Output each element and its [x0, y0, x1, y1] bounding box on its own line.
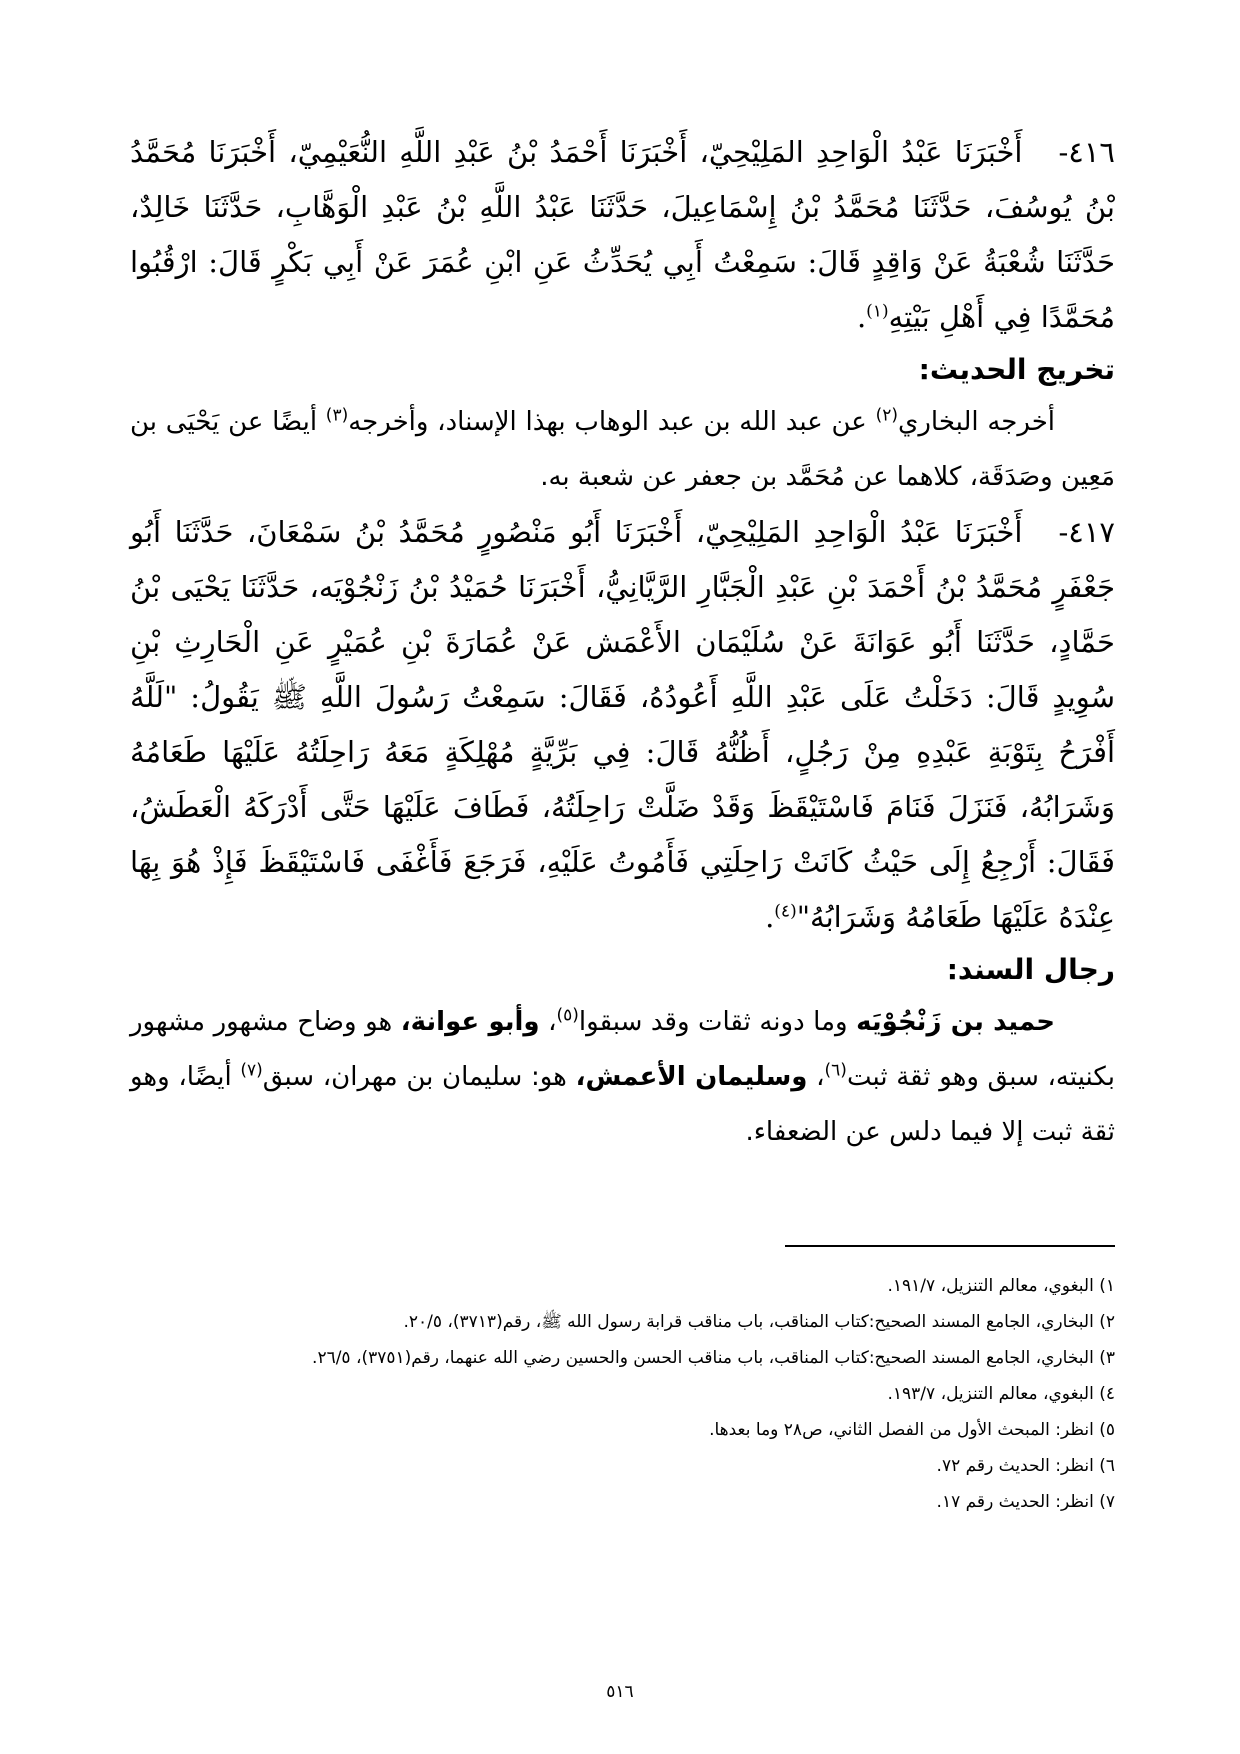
footnote-ref: (٣)	[325, 405, 349, 426]
rijal-text: ،	[807, 1062, 825, 1092]
footnote-1: ١) البغوي، معالم التنزيل، ١٩١/٧.	[887, 1276, 1115, 1296]
narrator-name: حميد بن زَنْجُوْيَه	[856, 1007, 1055, 1037]
takhrij-text-3: أيضًا عن يَحْيَى بن مَعِين وصَدَقَة، كلاهما عن مُحَمَّد بن جعفر عن شعبة به.	[130, 407, 1115, 492]
footnote-ref: (٢)	[875, 405, 898, 426]
page-number: ٥١٦	[606, 1682, 634, 1702]
footnote-6: ٦) انظر: الحديث رقم ٧٢.	[936, 1456, 1115, 1476]
footnote-ref: (٦)	[824, 1060, 847, 1081]
footnote-4: ٤) البغوي، معالم التنزيل، ١٩٣/٧.	[887, 1384, 1115, 1404]
takhrij-paragraph	[130, 395, 1115, 505]
footnote-ref: (٥)	[556, 1005, 579, 1026]
hadith-end: .	[765, 900, 775, 934]
takhrij-text-1: أخرجه البخاري	[897, 407, 1055, 437]
footnote-3: ٣) البخاري، الجامع المسند الصحيح:كتاب المناقب، باب مناقب الحسن والحسين رضي الله عنهما، رقم(٣٧٥١)، ٢٦/٥.	[312, 1348, 1115, 1368]
footnote-5: ٥) انظر: المبحث الأول من الفصل الثاني، ص٢٨ وما بعدها.	[709, 1420, 1115, 1440]
footnote-ref: (٤)	[774, 901, 797, 922]
hadith-text: أَخْبَرَنَا عَبْدُ الْوَاحِدِ المَلِيْحِيّ، أَخْبَرَنَا أَحْمَدُ بْنُ عَبْدِ اللَّهِ النُّعَيْمِيّ، أَخْبَرَنَا مُحَمَّدُ بْنُ يُوسُفَ، حَدَّثَنَا مُحَمَّدُ بْنُ إِسْمَاعِيلَ، حَدَّثَنَا عَبْدُ اللَّهِ بْنُ عَبْدِ الْوَهَّابِ، حَدَّثَنَا خَالِدٌ، حَدَّثَنَا شُعْبَةُ عَنْ وَاقِدٍ قَالَ: سَمِعْتُ أَبِي يُحَدِّثُ عَنِ ابْنِ عُمَرَ عَنْ أَبِي بَكْرٍ قَالَ: ارْقُبُوا مُحَمَّدًا فِي أَهْلِ بَيْتِهِ	[130, 135, 1115, 334]
main-text	[130, 125, 1115, 1160]
rijal-text: ،	[539, 1007, 557, 1037]
narrator-name: وسليمان الأعمش،	[575, 1062, 808, 1092]
rijal-text: هو: سليمان بن مهران، سبق	[262, 1062, 576, 1092]
rijal-text: وما دونه ثقات وقد سبقوا	[578, 1007, 857, 1037]
hadith-text: أَخْبَرَنَا عَبْدُ الْوَاحِدِ المَلِيْحِيّ، أَخْبَرَنَا أَبُو مَنْصُورٍ مُحَمَّدُ بْنُ سَمْعَانَ، حَدَّثَنَا أَبُو جَعْفَرٍ مُحَمَّدُ بْنُ أَحْمَدَ بْنِ عَبْدِ الْجَبَّارِ الرَّيَّانِيُّ، أَخْبَرَنَا حُمَيْدُ بْنُ زَنْجُوْيَه، حَدَّثَنَا يَحْيَى بْنُ حَمَّادٍ، حَدَّثَنَا أَبُو عَوَانَةَ عَنْ سُلَيْمَان الأَعْمَش عَنْ عُمَارَةَ بْنِ عُمَيْرٍ عَنِ الْحَارِثِ بْنِ سُوِيدٍ قَالَ: دَخَلْتُ عَلَى عَبْدِ اللَّهِ أَعُودُهُ، فَقَالَ: سَمِعْتُ رَسُولَ اللَّهِ ﷺ يَقُولُ: "لَلَّهُ أَفْرَحُ بِتَوْبَةِ عَبْدِهِ مِنْ رَجُلٍ، أَظُنُّهُ قَالَ: فِي بَرِّيَّةٍ مُهْلِكَةٍ مَعَهُ رَاحِلَتُهُ عَلَيْهَا طَعَامُهُ وَشَرَابُهُ، فَنَزَلَ فَنَامَ فَاسْتَيْقَظَ وَقَدْ ضَلَّتْ رَاحِلَتُهُ، فَطَافَ عَلَيْهَا حَتَّى أَدْرَكَهُ الْعَطَشُ، فَقَالَ: أَرْجِعُ إِلَى حَيْثُ كَانَتْ رَاحِلَتِي فَأَمُوتُ عَلَيْهِ، فَرَجَعَ فَأَغْفَى فَاسْتَيْقَظَ فَإِذْ هُوَ بِهَا عِنْدَهُ عَلَيْهَا طَعَامُهُ وَشَرَابُهُ"	[130, 515, 1115, 934]
footnotes	[130, 1268, 1115, 1520]
hadith-end: .	[856, 300, 867, 334]
footnote-ref: (٧)	[240, 1060, 263, 1081]
footnote-separator	[785, 1245, 1115, 1247]
section-heading-rijal: رجال السند:	[946, 953, 1115, 986]
narrator-name: وأبو عوانة،	[400, 1007, 540, 1037]
rijal-paragraph	[130, 995, 1115, 1160]
rijal-text: هو وضاح مشهور مشهور بكنيته، سبق وهو ثقة ثبت	[130, 1007, 1115, 1092]
hadith-417	[130, 505, 1115, 945]
hadith-416	[130, 125, 1115, 345]
section-heading-takhrij: تخريج الحديث:	[918, 353, 1115, 386]
footnote-2: ٢) البخاري، الجامع المسند الصحيح:كتاب المناقب، باب مناقب قرابة رسول الله ﷺ، رقم(٣٧١٣)، ٢٠/٥.	[403, 1312, 1115, 1332]
hadith-number: ٤١٦-	[1058, 135, 1115, 169]
footnote-7: ٧) انظر: الحديث رقم ١٧.	[936, 1492, 1115, 1512]
hadith-number: ٤١٧-	[1058, 515, 1115, 549]
takhrij-text-2: عن عبد الله بن عبد الوهاب بهذا الإسناد، وأخرجه	[348, 407, 876, 437]
footnote-ref: (١)	[866, 301, 889, 322]
rijal-text: أيضًا، وهو ثقة ثبت إلا فيما دلس عن الضعفاء.	[130, 1062, 1115, 1147]
